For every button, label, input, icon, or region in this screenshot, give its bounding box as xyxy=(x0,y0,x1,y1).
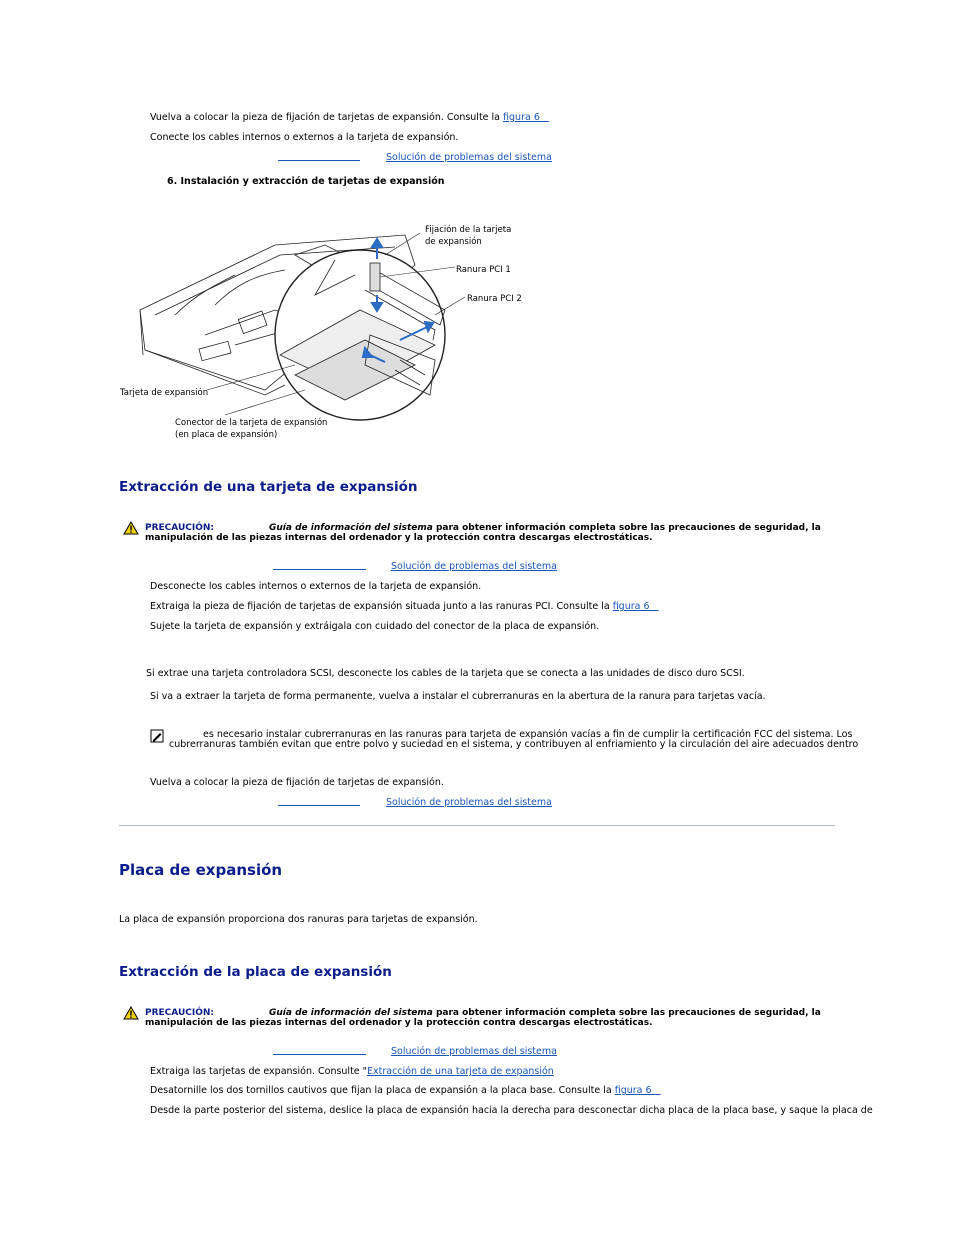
step-replace-retainer: Vuelva a colocar la pieza de fijación de tarjetas de expansión. Consulte la figura 6 xyxy=(150,112,540,123)
empty-link-underline[interactable] xyxy=(273,569,366,570)
troubleshooting-link[interactable]: Solución de problemas del sistema xyxy=(391,561,557,572)
permanent-removal-text: Si va a extraer la tarjeta de forma permanente, vuelva a instalar el cubrerranuras en la abertura de la ranura para tarjetas vacía. xyxy=(150,691,766,702)
caution-text-1: PRECAUCIÓN: Guía de información del sistema para obtener información completa sobre las precauciones de seguridad, la xyxy=(145,1008,821,1018)
figure-illustration xyxy=(115,215,525,445)
step-remove-retainer: Extraiga la pieza de fijación de tarjetas de expansión situada junto a las ranuras PCI. Consulte la figura 6 xyxy=(150,601,650,612)
chassis-diagram xyxy=(115,215,525,445)
figure-caption: 6. Instalación y extracción de tarjetas de expansión xyxy=(167,176,445,187)
label-retainer-1: Fijación de la tarjeta xyxy=(425,225,512,235)
step-connect-cables: Conecte los cables internos o externos a la tarjeta de expansión. xyxy=(150,132,459,143)
note-text-1: es necesario instalar cubrerranuras en las ranuras para tarjeta de expansión vacías a fin de cumplir la certificación FCC del sistema. Los xyxy=(203,729,853,740)
step-replace-retainer-2: Vuelva a colocar la pieza de fijación de tarjetas de expansión. xyxy=(150,777,444,788)
caution-icon xyxy=(123,521,139,535)
figure-6-link[interactable]: figura 6 xyxy=(503,112,540,123)
figure-6-link[interactable]: figura 6 xyxy=(614,1085,652,1096)
step-unscrew: Desatornille los dos tornillos cautivos que fijan la placa de expansión a la placa base. Consulte la figura 6 xyxy=(150,1085,652,1096)
empty-link-underline[interactable] xyxy=(278,160,360,161)
caution-text-1: PRECAUCIÓN: Guía de información del sistema para obtener información completa sobre las precauciones de seguridad, la xyxy=(145,523,821,533)
figure-6-link[interactable]: figura 6 xyxy=(612,601,650,612)
divider xyxy=(119,825,835,826)
caution-text-2: manipulación de las piezas internas del ordenador y la protección contra descargas electrostáticas. xyxy=(145,1018,653,1028)
heading-remove-card: Extracción de una tarjeta de expansión xyxy=(119,479,418,495)
step-disconnect-cables: Desconecte los cables internos o externos de la tarjeta de expansión. xyxy=(150,581,482,592)
step-pull-card: Sujete la tarjeta de expansión y extráigala con cuidado del conector de la placa de expansión. xyxy=(150,621,600,632)
label-pci-slot-2: Ranura PCI 2 xyxy=(467,294,522,304)
troubleshooting-link[interactable]: Solución de problemas del sistema xyxy=(391,1046,557,1057)
step-remove-cards: Extraiga las tarjetas de expansión. Consulte "Extracción de una tarjeta de expansión xyxy=(150,1066,554,1077)
label-pci-slot-1: Ranura PCI 1 xyxy=(456,265,511,275)
label-retainer-2: de expansión xyxy=(425,237,482,247)
troubleshooting-link[interactable]: Solución de problemas del sistema xyxy=(386,152,552,163)
remove-card-link[interactable]: Extracción de una tarjeta de expansión xyxy=(367,1066,554,1077)
caution-icon xyxy=(123,1006,139,1020)
note-text-2: cubrerranuras también evitan que entre polvo y suciedad en el sistema, y contribuyen al enfriamiento y la circulación del aire adecuados dentro xyxy=(169,739,859,750)
heading-expansion-board: Placa de expansión xyxy=(119,861,283,879)
empty-link-underline[interactable] xyxy=(273,1054,366,1055)
step-slide-board: Desde la parte posterior del sistema, deslice la placa de expansión hacia la derecha para desconectar dicha placa de la placa base, y saque la placa de xyxy=(150,1105,873,1116)
troubleshooting-link[interactable]: Solución de problemas del sistema xyxy=(386,797,552,808)
heading-remove-board: Extracción de la placa de expansión xyxy=(119,964,392,980)
scsi-note: Si extrae una tarjeta controladora SCSI, desconecte los cables de la tarjeta que se conecta a las unidades de disco duro SCSI. xyxy=(146,668,745,679)
label-connector-1: Conector de la tarjeta de expansión xyxy=(175,418,328,428)
note-icon xyxy=(150,729,164,743)
label-expansion-card: Tarjeta de expansión xyxy=(120,388,209,398)
caution-text-2: manipulación de las piezas internas del ordenador y la protección contra descargas electrostáticas. xyxy=(145,533,653,543)
expansion-board-description: La placa de expansión proporciona dos ranuras para tarjetas de expansión. xyxy=(119,914,478,925)
label-connector-2: (en placa de expansión) xyxy=(175,430,278,440)
empty-link-underline[interactable] xyxy=(278,805,360,806)
